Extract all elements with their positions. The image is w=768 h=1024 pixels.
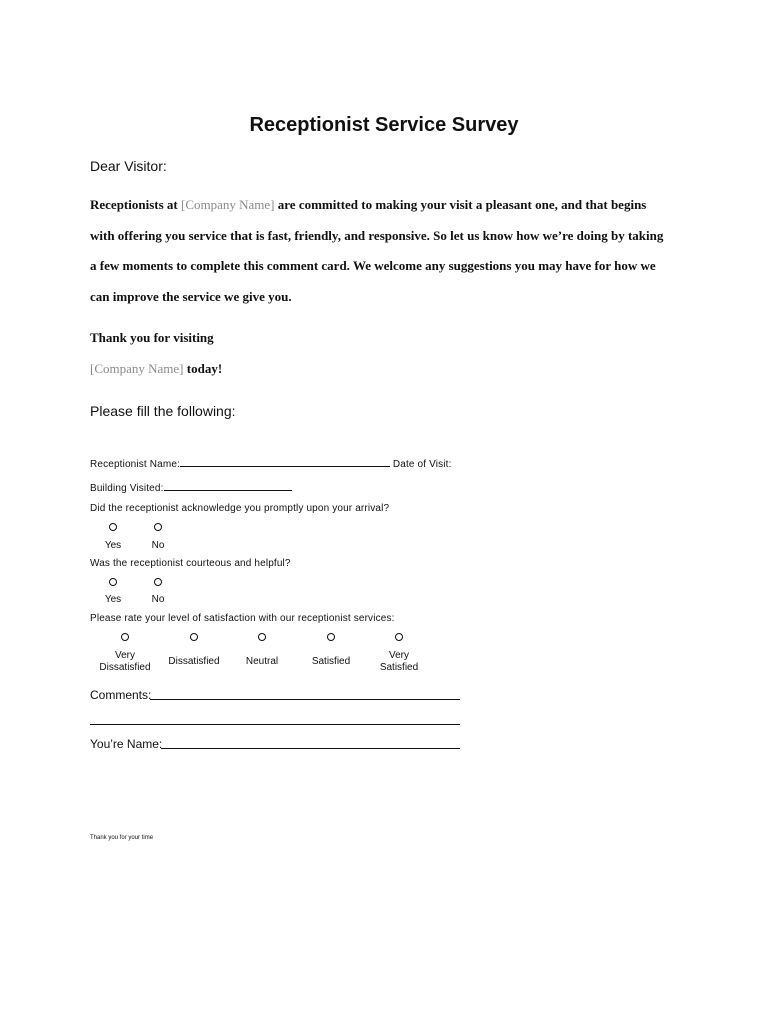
q2-no-label: No bbox=[151, 594, 165, 605]
building-visited-label: Building Visited: bbox=[90, 483, 164, 494]
option-label-line: Satisfied bbox=[379, 662, 419, 673]
q2-yes-radio[interactable] bbox=[109, 578, 117, 586]
company-name-placeholder: [Company Name] bbox=[181, 197, 275, 212]
thanks-line-2 bbox=[90, 360, 222, 378]
q1-yes-label: Yes bbox=[104, 540, 122, 551]
thanks-suffix: today! bbox=[183, 361, 223, 376]
intro-line-1 bbox=[90, 196, 646, 214]
receptionist-name-field[interactable] bbox=[180, 456, 390, 467]
your-name-field[interactable] bbox=[161, 748, 460, 749]
q2-no-radio[interactable] bbox=[154, 578, 162, 586]
very-dissatisfied-radio[interactable] bbox=[121, 633, 129, 641]
option-label-line: Very bbox=[114, 650, 135, 661]
neutral-label: Neutral bbox=[245, 656, 279, 667]
intro-line-4: can improve the service we give you. bbox=[90, 289, 292, 304]
satisfied-radio[interactable] bbox=[327, 633, 335, 641]
intro-text: Receptionists at bbox=[90, 197, 181, 212]
receptionist-name-label: Receptionist Name: bbox=[90, 459, 180, 470]
comments-field-line-2[interactable] bbox=[90, 724, 460, 725]
intro-line-2: with offering you service that is fast, friendly, and responsive. So let us know how we’re doing by taking bbox=[90, 228, 664, 243]
option-label-line: Very bbox=[388, 650, 409, 661]
page-title: Receptionist Service Survey bbox=[249, 114, 519, 136]
satisfied-label: Satisfied bbox=[311, 656, 351, 667]
intro-text: are committed to making your visit a pleasant one, and that begins bbox=[274, 197, 647, 212]
thanks-line-1: Thank you for visiting bbox=[90, 330, 214, 345]
comments-row bbox=[90, 688, 151, 703]
your-name-label: You’re Name: bbox=[90, 737, 163, 751]
option-label-line: Dissatisfied bbox=[99, 662, 151, 673]
fill-heading: Please fill the following: bbox=[90, 403, 236, 419]
dissatisfied-label: Dissatisfied bbox=[168, 656, 220, 667]
comments-field[interactable] bbox=[150, 699, 460, 700]
date-of-visit-label: Date of Visit: bbox=[392, 459, 452, 470]
building-visited-field[interactable] bbox=[164, 480, 292, 491]
q1-no-label: No bbox=[151, 540, 165, 551]
footnote: Thank you for your time bbox=[90, 835, 154, 841]
company-name-placeholder: [Company Name] bbox=[90, 361, 184, 376]
q1-no-radio[interactable] bbox=[154, 523, 162, 531]
salutation: Dear Visitor: bbox=[90, 158, 167, 174]
neutral-radio[interactable] bbox=[258, 633, 266, 641]
question-1: Did the receptionist acknowledge you promptly upon your arrival? bbox=[90, 503, 390, 514]
receptionist-date-row bbox=[90, 456, 452, 471]
question-3: Please rate your level of satisfaction with our receptionist services: bbox=[90, 613, 395, 624]
comments-label: Comments: bbox=[90, 688, 152, 702]
q1-yes-radio[interactable] bbox=[109, 523, 117, 531]
your-name-row bbox=[90, 737, 162, 752]
very-satisfied-radio[interactable] bbox=[395, 633, 403, 641]
dissatisfied-radio[interactable] bbox=[190, 633, 198, 641]
question-2: Was the receptionist courteous and helpful? bbox=[90, 558, 291, 569]
building-row bbox=[90, 480, 292, 495]
very-satisfied-label bbox=[364, 650, 434, 674]
intro-line-3: a few moments to complete this comment card. We welcome any suggestions you may have for how we bbox=[90, 258, 656, 273]
q2-yes-label: Yes bbox=[104, 594, 122, 605]
very-dissatisfied-label bbox=[90, 650, 160, 674]
